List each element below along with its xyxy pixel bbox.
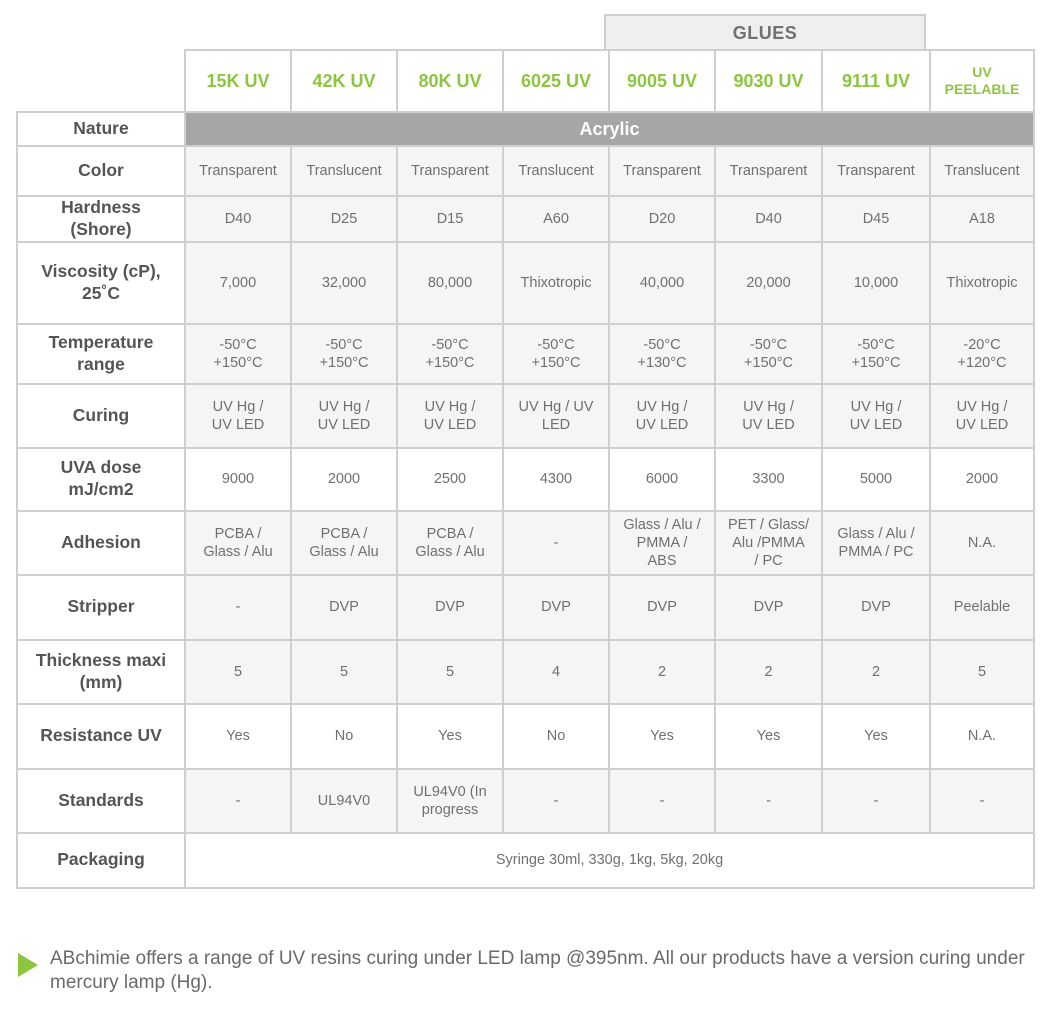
spec-value-cell: 80,000 xyxy=(397,242,503,324)
spec-value-cell: 2 xyxy=(822,640,930,704)
spec-value-cell: Transparent xyxy=(609,146,715,196)
temperature-row xyxy=(17,324,1034,384)
curing-row xyxy=(17,384,1034,448)
thickness-row xyxy=(17,640,1034,704)
spec-value-cell: UL94V0 xyxy=(291,769,397,833)
product-header: 42K UV xyxy=(291,50,397,112)
spec-value-cell: -50°C +130°C xyxy=(609,324,715,384)
spec-value-cell: -20°C +120°C xyxy=(930,324,1034,384)
spec-value-cell: -50°C +150°C xyxy=(397,324,503,384)
spec-value-cell: -50°C +150°C xyxy=(291,324,397,384)
row-label: Curing xyxy=(17,384,185,448)
packaging-value: Syringe 30ml, 330g, 1kg, 5kg, 20kg xyxy=(185,833,1034,888)
row-label: Standards xyxy=(17,769,185,833)
spec-value-cell: DVP xyxy=(715,575,822,640)
stripper-row xyxy=(17,575,1034,640)
row-label: Viscosity (cP), 25˚C xyxy=(17,242,185,324)
spec-value-cell: UV Hg / UV LED xyxy=(609,384,715,448)
spec-value-cell: 5 xyxy=(930,640,1034,704)
spec-value-cell: Transparent xyxy=(715,146,822,196)
spec-value-cell: - xyxy=(185,575,291,640)
spec-value-cell: Glass / Alu / PMMA / ABS xyxy=(609,511,715,575)
spec-value-cell: 5 xyxy=(397,640,503,704)
spec-value-cell: No xyxy=(503,704,609,769)
spec-value-cell: UV Hg / UV LED xyxy=(930,384,1034,448)
spec-value-cell: UL94V0 (In progress xyxy=(397,769,503,833)
spec-value-cell: Thixotropic xyxy=(503,242,609,324)
spec-value-cell: UV Hg / UV LED xyxy=(185,384,291,448)
spec-value-cell: 4300 xyxy=(503,448,609,511)
spec-value-cell: 5 xyxy=(185,640,291,704)
spec-value-cell: 3300 xyxy=(715,448,822,511)
spec-value-cell: 10,000 xyxy=(822,242,930,324)
packaging-row xyxy=(17,833,1034,888)
glues-group-header: GLUES xyxy=(604,14,926,50)
spec-value-cell: Peelable xyxy=(930,575,1034,640)
row-label: Adhesion xyxy=(17,511,185,575)
spec-value-cell: D25 xyxy=(291,196,397,242)
footnote-text: ABchimie offers a range of UV resins curing under LED lamp @395nm. All our products have a version curing under mercury lamp (Hg). xyxy=(50,948,1025,993)
footnote xyxy=(18,947,1028,995)
spec-value-cell: D20 xyxy=(609,196,715,242)
product-header: 9111 UV xyxy=(822,50,930,112)
spec-value-cell: D40 xyxy=(185,196,291,242)
product-spec-table xyxy=(16,49,1035,889)
spec-value-cell: 2000 xyxy=(291,448,397,511)
spec-value-cell: UV Hg / UV LED xyxy=(715,384,822,448)
spec-value-cell: 6000 xyxy=(609,448,715,511)
spec-value-cell: N.A. xyxy=(930,511,1034,575)
row-label: Stripper xyxy=(17,575,185,640)
spec-value-cell: A18 xyxy=(930,196,1034,242)
spec-value-cell: 2 xyxy=(715,640,822,704)
spec-value-cell: 32,000 xyxy=(291,242,397,324)
product-header-row xyxy=(17,50,1034,112)
spec-value-cell: 2 xyxy=(609,640,715,704)
spec-value-cell: PCBA / Glass / Alu xyxy=(291,511,397,575)
spec-value-cell: - xyxy=(185,769,291,833)
spec-value-cell: -50°C +150°C xyxy=(715,324,822,384)
spec-value-cell: - xyxy=(930,769,1034,833)
spec-value-cell: DVP xyxy=(397,575,503,640)
spec-value-cell: DVP xyxy=(609,575,715,640)
spec-value-cell: 40,000 xyxy=(609,242,715,324)
spec-value-cell: - xyxy=(503,769,609,833)
corner-cell xyxy=(17,50,185,112)
spec-value-cell: -50°C +150°C xyxy=(822,324,930,384)
spec-value-cell: DVP xyxy=(503,575,609,640)
spec-value-cell: D15 xyxy=(397,196,503,242)
spec-value-cell: PCBA / Glass / Alu xyxy=(185,511,291,575)
spec-value-cell: - xyxy=(503,511,609,575)
spec-value-cell: DVP xyxy=(822,575,930,640)
row-label: Thickness maxi (mm) xyxy=(17,640,185,704)
spec-value-cell: D40 xyxy=(715,196,822,242)
spec-value-cell: -50°C +150°C xyxy=(503,324,609,384)
hardness-row xyxy=(17,196,1034,242)
nature-value: Acrylic xyxy=(185,112,1034,146)
spec-value-cell: Translucent xyxy=(930,146,1034,196)
row-label: UVA dose mJ/cm2 xyxy=(17,448,185,511)
spec-value-cell: Yes xyxy=(609,704,715,769)
product-header: 15K UV xyxy=(185,50,291,112)
product-header: 80K UV xyxy=(397,50,503,112)
row-label: Resistance UV xyxy=(17,704,185,769)
standards-row xyxy=(17,769,1034,833)
spec-value-cell: A60 xyxy=(503,196,609,242)
uva-dose-row xyxy=(17,448,1034,511)
product-header: 9005 UV xyxy=(609,50,715,112)
spec-value-cell: UV Hg / UV LED xyxy=(397,384,503,448)
spec-value-cell: Yes xyxy=(185,704,291,769)
product-header: UV PEELABLE xyxy=(930,50,1034,112)
product-header: 9030 UV xyxy=(715,50,822,112)
spec-value-cell: PET / Glass/ Alu /PMMA / PC xyxy=(715,511,822,575)
spec-value-cell: 20,000 xyxy=(715,242,822,324)
spec-value-cell: Transparent xyxy=(822,146,930,196)
spec-value-cell: 4 xyxy=(503,640,609,704)
spec-value-cell: - xyxy=(715,769,822,833)
spec-value-cell: 9000 xyxy=(185,448,291,511)
resistance-uv-row xyxy=(17,704,1034,769)
row-label: Nature xyxy=(17,112,185,146)
spec-value-cell: 5 xyxy=(291,640,397,704)
spec-value-cell: - xyxy=(822,769,930,833)
spec-value-cell: 7,000 xyxy=(185,242,291,324)
spec-value-cell: Thixotropic xyxy=(930,242,1034,324)
spec-value-cell: UV Hg / UV LED xyxy=(822,384,930,448)
row-label: Hardness (Shore) xyxy=(17,196,185,242)
spec-value-cell: Yes xyxy=(715,704,822,769)
spec-value-cell: Translucent xyxy=(291,146,397,196)
spec-value-cell: D45 xyxy=(822,196,930,242)
spec-value-cell: UV Hg / UV LED xyxy=(503,384,609,448)
spec-value-cell: Yes xyxy=(397,704,503,769)
spec-value-cell: Yes xyxy=(822,704,930,769)
spec-value-cell: 2500 xyxy=(397,448,503,511)
spec-value-cell: Translucent xyxy=(503,146,609,196)
adhesion-row xyxy=(17,511,1034,575)
viscosity-row xyxy=(17,242,1034,324)
color-row xyxy=(17,146,1034,196)
spec-value-cell: Transparent xyxy=(397,146,503,196)
spec-value-cell: DVP xyxy=(291,575,397,640)
spec-value-cell: No xyxy=(291,704,397,769)
nature-row xyxy=(17,112,1034,146)
spec-value-cell: -50°C +150°C xyxy=(185,324,291,384)
spec-value-cell: Glass / Alu / PMMA / PC xyxy=(822,511,930,575)
row-label: Packaging xyxy=(17,833,185,888)
spec-value-cell: PCBA / Glass / Alu xyxy=(397,511,503,575)
spec-value-cell: 5000 xyxy=(822,448,930,511)
green-triangle-bullet-icon xyxy=(18,953,38,977)
row-label: Color xyxy=(17,146,185,196)
spec-value-cell: UV Hg / UV LED xyxy=(291,384,397,448)
spec-value-cell: Transparent xyxy=(185,146,291,196)
spec-value-cell: 2000 xyxy=(930,448,1034,511)
spec-value-cell: - xyxy=(609,769,715,833)
spec-value-cell: N.A. xyxy=(930,704,1034,769)
row-label: Temperature range xyxy=(17,324,185,384)
product-header: 6025 UV xyxy=(503,50,609,112)
